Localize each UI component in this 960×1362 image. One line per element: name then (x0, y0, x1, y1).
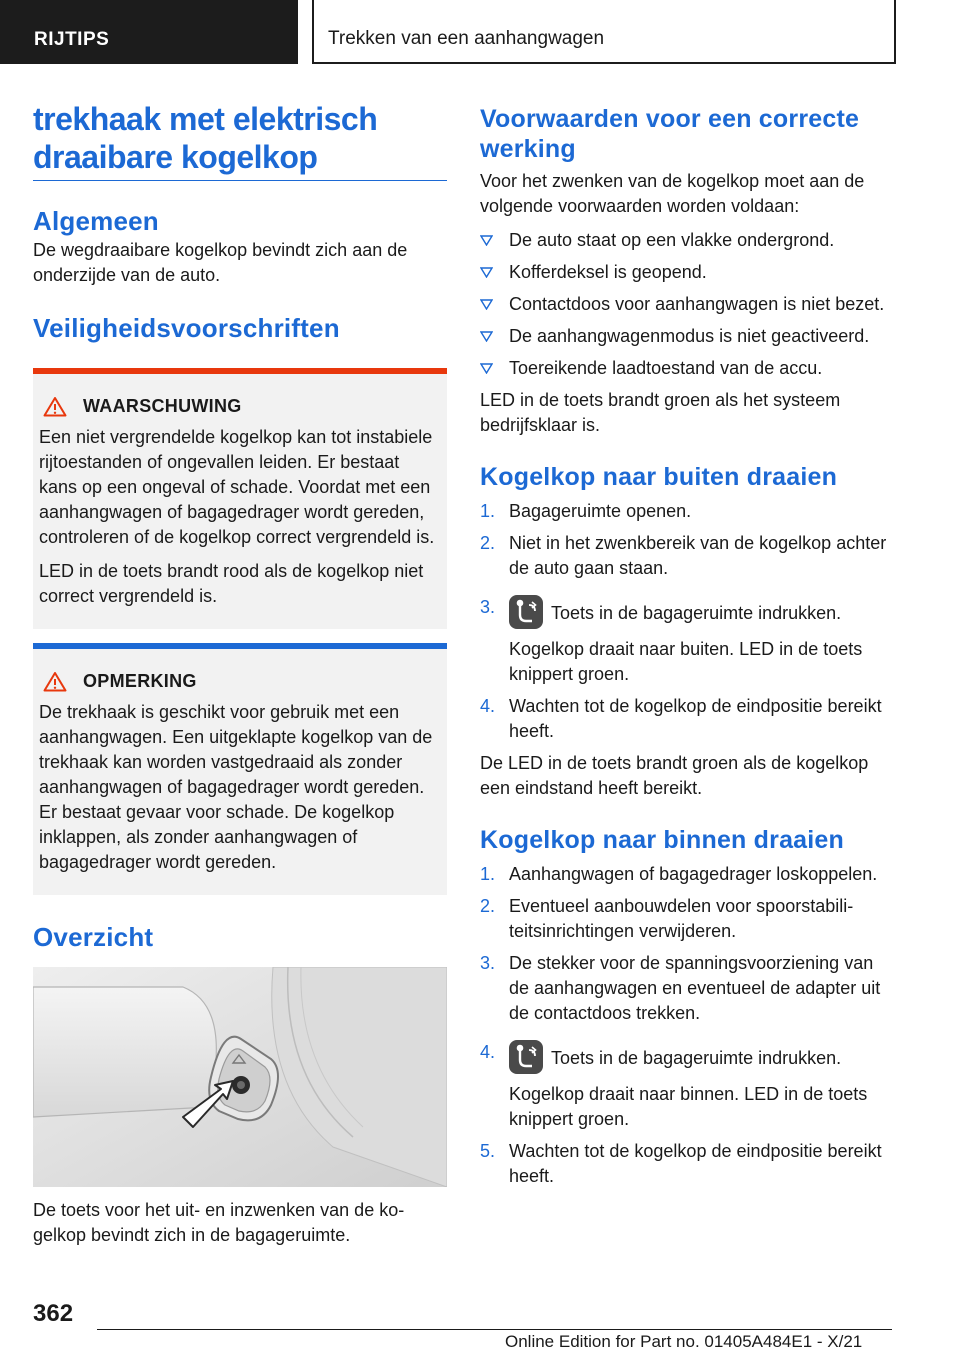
step-subtext: Kogelkop draait naar binnen. LED in de toets knippert groen. (509, 1084, 868, 1129)
notice-box (33, 643, 447, 895)
step-subtext: Kogelkop draait naar buiten. LED in de toets knippert groen. (509, 639, 863, 684)
title-line-2: draaibare kogelkop (33, 139, 318, 175)
out-heading: Kogelkop naar buiten draaien (480, 463, 838, 491)
warning-triangle-icon (43, 671, 67, 692)
chapter-title: Trekken van een aanhangwagen (312, 0, 896, 64)
triangle-bullet-icon (480, 235, 493, 246)
warning-label: WAARSCHUWING (83, 396, 242, 416)
out-steps (480, 499, 895, 744)
conditions-intro: Voor het zwenken van de kogelkop moet aan de volgende voorwaarden worden voldaan: (480, 171, 865, 216)
step-number: 4. (480, 696, 496, 716)
trunk-button-illustration (33, 967, 447, 1187)
in-steps (480, 862, 895, 1189)
page-number: 362 (33, 1300, 74, 1327)
overview-caption: De toets voor het uit- en inzwenken van de kogelkop bevindt zich in de bagageruimte. (33, 1200, 405, 1245)
tow-hitch-button-icon (509, 595, 543, 629)
in-heading: Kogelkop naar binnen draaien (480, 826, 844, 854)
list-item (480, 694, 895, 744)
list-item-text: Contactdoos voor aanhangwagen is niet bezet. (509, 294, 885, 314)
step-number: 1. (480, 864, 496, 884)
step-number: 3. (480, 597, 496, 617)
list-item-text: De auto staat op een vlakke ondergrond. (509, 230, 835, 250)
out-outro: De LED in de toets brandt groen als de kogelkop een eindstand heeft bereikt. (480, 753, 869, 798)
tow-hitch-button-icon (509, 1040, 543, 1074)
warning-text-1: Een niet vergrendelde kogelkop kan tot instabiele rijtoestanden of ongevallen leiden. Er bestaat kans op een ongeval of schade. Voordat met een aanhangwagen of bagagedrager wordt gereden, controleren of de kogelkop correct vergrendeld is. (39, 427, 435, 547)
list-item (480, 951, 895, 1026)
step-text: Wachten tot de kogelkop de eindpositie bereikt heeft. (509, 1141, 882, 1186)
list-item (480, 228, 895, 253)
list-item (480, 862, 895, 887)
list-item (480, 499, 895, 524)
notice-label: OPMERKING (83, 671, 197, 691)
list-item-text: Kofferdeksel is geopend. (509, 262, 707, 282)
notice-text: De trekhaak is geschikt voor gebruik met een aanhangwagen. Een uitgeklapte kogelkop van de trekhaak kan worden vastgedraaid als zonder aanhangwagen of bagagedrager wordt gereden. Er bestaat gevaar voor schade. De kogelkop inklappen, als zonder aanhangwagen of bagagedrager wordt gereden. (39, 702, 433, 872)
triangle-bullet-icon (480, 363, 493, 374)
list-item (480, 1139, 895, 1189)
general-text: De wegdraaibare kogelkop bevindt zich aan de onderzijde van de auto. (33, 240, 408, 285)
overview-heading: Overzicht (33, 922, 154, 952)
triangle-bullet-icon (480, 299, 493, 310)
warning-text-2: LED in de toets brandt rood als de kogelkop niet correct vergrendeld is. (39, 561, 424, 606)
overview-image (33, 967, 447, 1187)
step-text: Eventueel aanbouwdelen voor spoorstabiliteitsinrichtingen verwijderen. (509, 896, 854, 941)
step-number: 2. (480, 896, 496, 916)
step-number: 1. (480, 501, 496, 521)
conditions-outro: LED in de toets brandt groen als het systeem bedrijfsklaar is. (480, 390, 841, 435)
warning-header (39, 396, 439, 417)
step-text: Niet in het zwenkbereik van de kogelkop achter de auto gaan staan. (509, 533, 887, 578)
list-item-text: De aanhangwagenmodus is niet geactiveerd. (509, 326, 870, 346)
list-item (480, 531, 895, 581)
step-text: Wachten tot de kogelkop de eindpositie bereikt heeft. (509, 696, 882, 741)
edition-note: Online Edition for Part no. 01405A484E1 - X/21 (505, 1332, 863, 1351)
title-line-1: trekhaak met elektrisch (33, 101, 378, 137)
list-item (480, 356, 895, 381)
list-item (480, 595, 895, 687)
warning-box (33, 368, 447, 629)
page-header (0, 0, 960, 66)
list-item (480, 292, 895, 317)
general-heading: Algemeen (33, 206, 159, 236)
step-number: 2. (480, 533, 496, 553)
step-number: 3. (480, 953, 496, 973)
triangle-bullet-icon (480, 331, 493, 342)
list-item (480, 260, 895, 285)
step-text: Aanhangwagen of bagagedrager loskoppelen. (509, 864, 878, 884)
step-text: Bagageruimte openen. (509, 501, 692, 521)
step-number: 5. (480, 1141, 496, 1161)
conditions-list (480, 228, 895, 381)
list-item (480, 894, 895, 944)
notice-header (39, 671, 439, 692)
list-item (480, 324, 895, 349)
section-tab: RIJTIPS (0, 0, 298, 64)
triangle-bullet-icon (480, 267, 493, 278)
footer-divider (97, 1329, 892, 1330)
right-column (480, 104, 895, 1196)
list-item-text: Toereikende laadtoestand van de accu. (509, 358, 823, 378)
step-text: Toets in de bagageruimte indrukken. (551, 1048, 842, 1068)
safety-heading: Veiligheidsvoorschriften (33, 313, 340, 343)
warning-triangle-icon (43, 396, 67, 417)
step-text: De stekker voor de spanningsvoorziening van de aanhangwagen en eventueel de adapter uit de contactdoos trekken. (509, 953, 881, 1023)
list-item (480, 1040, 895, 1132)
step-number: 4. (480, 1042, 496, 1062)
page-title (33, 100, 447, 181)
conditions-heading: Voorwaarden voor een correcte werking (480, 105, 860, 163)
left-column (33, 100, 447, 1248)
step-text: Toets in de bagageruimte indrukken. (551, 603, 842, 623)
